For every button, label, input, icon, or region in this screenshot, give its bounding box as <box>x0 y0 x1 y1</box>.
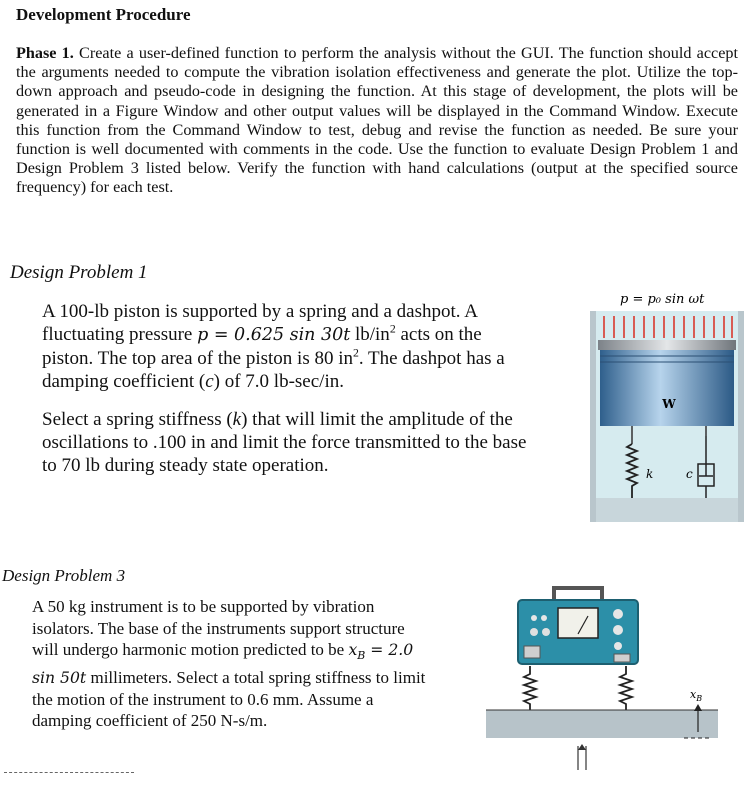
problem1-paragraph-1: A 100-lb piston is supported by a spring and a dashpot. A fluctuating pressure p = 0.625 sin 30t $lb/in^2$ acts on the piston. The top area of the piston is 80 $in^2$. The dashpot has a damping coefficient (c) of 7.0 lb-sec/in. <box>42 301 505 392</box>
support-base <box>486 710 718 738</box>
problem1-paragraph-2: Select a spring stiffness (k) that will limit the amplitude of the oscillations to .100 in and limit the force transmitted to the base to 70 lb during steady state operation. <box>42 409 527 476</box>
design-problem-1-title: Design Problem 1 <box>10 262 148 283</box>
damper-label: c <box>686 467 693 481</box>
pressure-equation: p = 0.625 sin 30t <box>197 325 351 345</box>
design-problem-3-title: Design Problem 3 <box>2 566 126 585</box>
isolator-spring-right-icon <box>620 666 632 710</box>
instrument-handle <box>554 588 602 600</box>
problem3-paragraph: A 50 kg instrument is to be supported by vibration isolators. The base of the instruments support structure will undergo harmonic motion predicted to be $x_B = 2.0$ sin 50t millimeters. Select a total spring stiffness to limit the motion of the instrument to 0.6 mm. Assume a damping coefficient of 250 N-s/m. <box>32 597 426 731</box>
pressure-label: p = p₀ sin ωt <box>620 292 705 307</box>
xb-label: $x_B$ <box>690 688 703 703</box>
piston-diagram <box>590 286 744 522</box>
section-heading: Development Procedure <box>16 5 191 24</box>
phase1-text: Create a user-defined function to perform the analysis without the GUI. The function should accept the arguments needed to compute the vibration isolation effectiveness and generate the plot. Utilize the top-down approach and pseudo-code in designing the function. At this stage of development, the plots will be generated in a Figure Window and other output values will be displayed in the Command Window. Execute this function from the Command Window to test, debug and revise the function as needed. Be sure your function is well documented with comments in the code. Use the function to evaluate Design Problem 1 and Design Problem 3 listed below. Verify the function with hand calculations (output at the specified source frequency) for each test. <box>16 44 739 197</box>
phase1-label: Phase 1. <box>16 44 74 62</box>
weight-label: W <box>662 397 676 411</box>
piston-cap <box>598 340 736 350</box>
base-motion-equation: $x_B = 2.0$ sin 50t <box>32 640 414 687</box>
phase1-paragraph <box>16 44 738 198</box>
instrument-diagram <box>478 584 742 776</box>
piston-body <box>600 350 734 426</box>
spring-label: k <box>646 467 654 481</box>
page-footer-divider <box>4 772 134 774</box>
isolator-spring-left-icon <box>524 666 536 710</box>
